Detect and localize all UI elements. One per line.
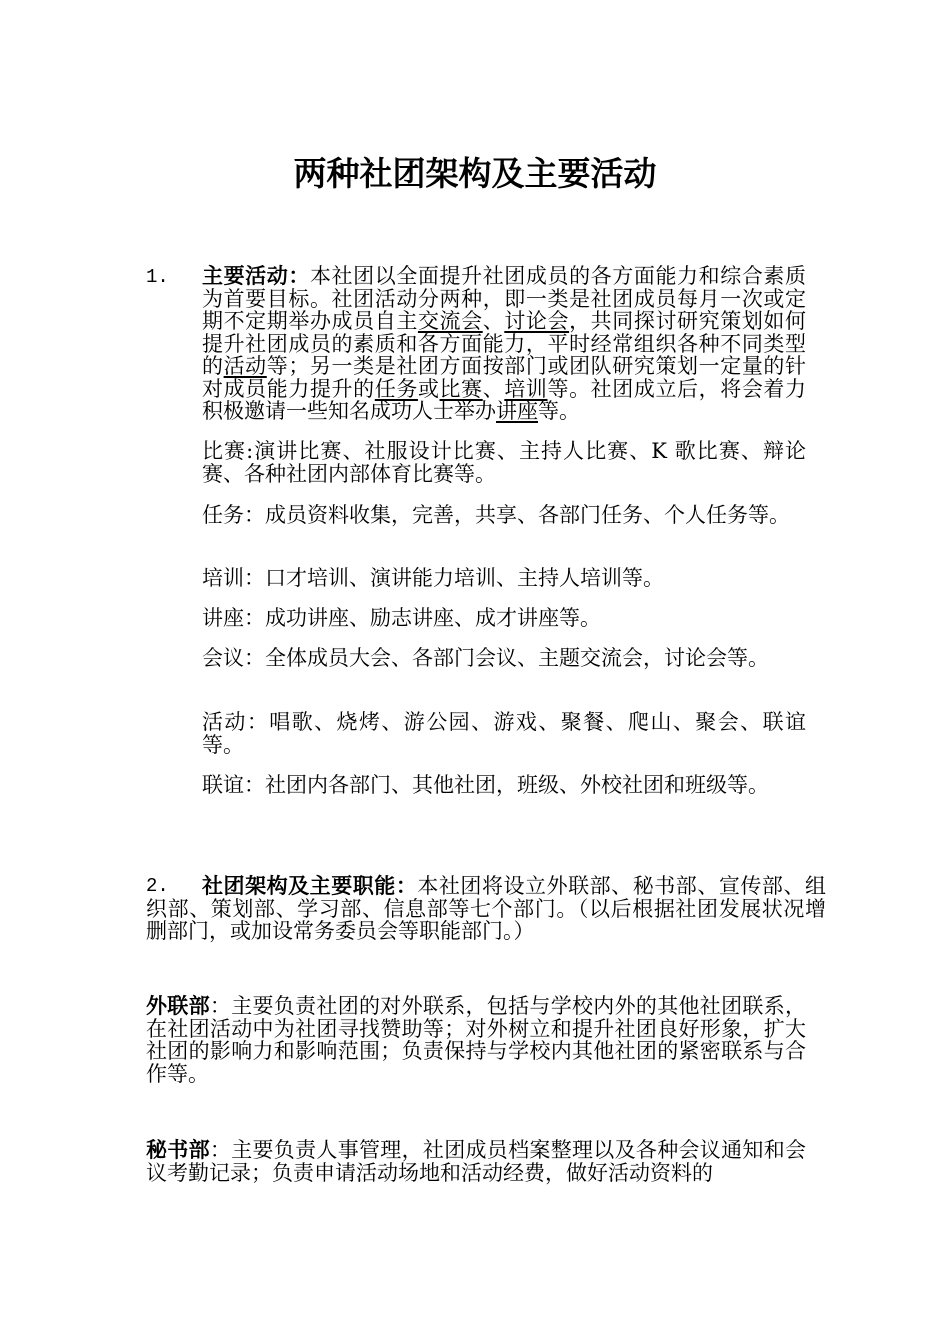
- section1-intro: [202, 265, 806, 423]
- underlined-term: 培训: [504, 376, 548, 401]
- underlined-term: 交流会: [417, 309, 483, 333]
- dept-description: ：主要负责人事管理，社团成员档案整理以及各种会议通知和会议考勤记录；负责申请活动场地和活动经费，做好活动资料的: [146, 1138, 807, 1185]
- section1-number: 1.: [146, 266, 169, 288]
- detail-fellowship: 联谊：社团内各部门、其他社团，班级、外校社团和班级等。: [202, 773, 769, 797]
- detail-lectures: 讲座：成功讲座、励志讲座、成才讲座等。: [202, 606, 601, 630]
- dept-secretariat: [146, 1139, 806, 1184]
- intro-text: ，共同探讨研究策划如何提升社团成员的素质和各方面能力，平时经常组织各种不同类型的: [202, 309, 807, 378]
- underlined-term: 讨论会: [504, 309, 570, 333]
- underlined-term: 任务: [374, 376, 418, 401]
- intro-text: 、: [482, 309, 505, 333]
- detail-meetings: 会议：全体成员大会、各部门会议、主题交流会，讨论会等。: [202, 646, 769, 670]
- section2-text: 本社团将设立外联部、秘书部、宣传部、组织部、策划部、学习部、信息部等七个部门。（以后根据社团发展状况增删部门，或加设常务委员会等职能部门。）: [146, 874, 827, 943]
- intro-text: 等。社团成立后，将会着力积极邀请一些知名成功人士举办: [202, 376, 807, 423]
- intro-text: 等；另一类是社团方面按部门或团队研究策划一定量的针对成员能力提升的: [202, 354, 807, 401]
- detail-competitions: 比赛:演讲比赛、社服设计比赛、主持人比赛、K 歌比赛、辩论赛、各种社团内部体育比赛等。: [202, 439, 806, 486]
- dept-external-relations: [146, 995, 806, 1085]
- intro-text: 本社团以全面提升社团成员的各方面能力和综合素质为首要目标。社团活动分两种，即一类是社团成员每月一次或定期不定期举办成员自主: [202, 264, 807, 333]
- section2-label: 社团架构及主要职能：: [202, 874, 418, 898]
- detail-training: 培训：口才培训、演讲能力培训、主持人培训等。: [202, 566, 664, 590]
- section2-paragraph: [146, 875, 826, 943]
- underlined-term: 讲座: [496, 399, 538, 423]
- intro-text: 等。: [538, 399, 580, 423]
- dept-label: 秘书部: [146, 1138, 210, 1162]
- intro-text: 或: [417, 376, 440, 401]
- intro-text: 、: [482, 376, 505, 401]
- dept-description: ：主要负责社团的对外联系，包括与学校内外的其他社团联系，在社团活动中为社团寻找赞助等；对外树立和提升社团良好形象，扩大社团的影响力和影响范围；负责保持与学校内其他社团的紧密联系与合作等。: [146, 994, 807, 1086]
- underlined-term: 比赛: [439, 376, 483, 401]
- section2-number: 2.: [146, 875, 169, 897]
- page-title: 两种社团架构及主要活动: [293, 154, 657, 193]
- underlined-term: 活动: [223, 354, 267, 378]
- section1-label: 主要活动：: [202, 264, 310, 288]
- detail-activities: 活动：唱歌、烧烤、游公园、游戏、聚餐、爬山、聚会、联谊等。: [202, 710, 806, 757]
- detail-tasks: 任务：成员资料收集，完善，共享、各部门任务、个人任务等。: [202, 503, 790, 527]
- dept-label: 外联部: [146, 994, 210, 1018]
